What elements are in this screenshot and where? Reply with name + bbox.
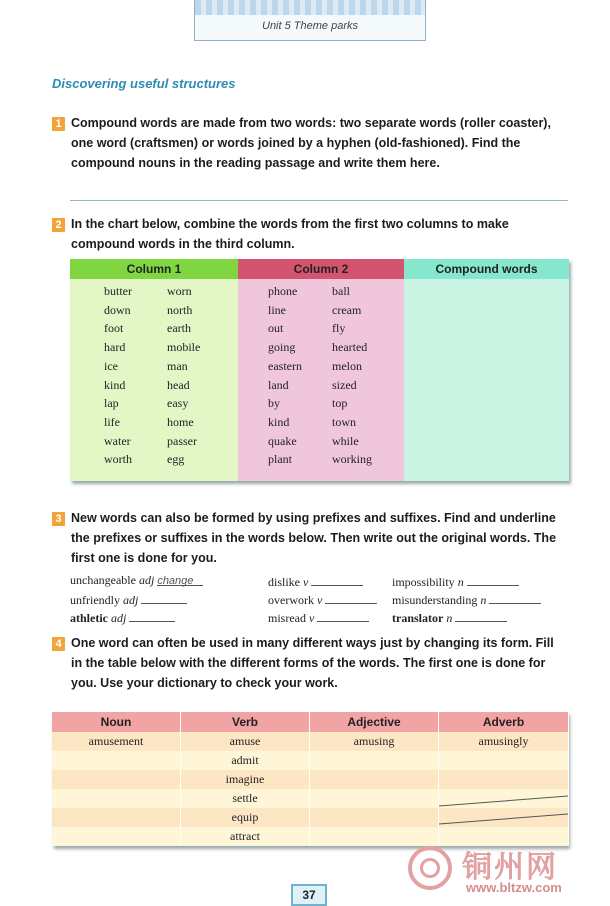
exercise-4-text: [71, 633, 554, 693]
chart-word: cream: [332, 302, 362, 317]
word-item-word: unfriendly: [70, 593, 120, 607]
chart-word: quake: [268, 433, 297, 448]
chart-word: by: [268, 396, 280, 411]
exercise-1-number: 1: [52, 117, 65, 131]
adjective-cell: amusing: [310, 732, 439, 751]
noun-cell[interactable]: [52, 770, 181, 789]
section-title: Discovering useful structures: [52, 76, 236, 91]
verb-cell: settle: [181, 789, 310, 808]
word-item: [70, 609, 175, 626]
chart-word: plant: [268, 452, 292, 467]
word-item-pos: adj: [138, 573, 155, 587]
answer-blank[interactable]: [311, 573, 363, 586]
compound-words-header: Compound words: [404, 259, 569, 279]
answer-blank[interactable]: [141, 591, 187, 604]
compound-words-chart: [70, 259, 569, 481]
adjective-cell[interactable]: [310, 808, 439, 827]
noun-cell[interactable]: [52, 751, 181, 770]
chart-word: line: [268, 302, 286, 317]
word-item-pos: v: [309, 611, 315, 625]
chart-word: egg: [167, 452, 185, 467]
answer-blank[interactable]: [455, 609, 507, 622]
adjective-cell[interactable]: [310, 751, 439, 770]
word-item: [392, 609, 507, 626]
chart-word: mobile: [167, 340, 201, 355]
answer-blank[interactable]: [489, 591, 541, 604]
chart-word: butter: [104, 284, 132, 298]
unit-header-tab: [194, 0, 426, 41]
word-item: [392, 591, 541, 608]
chart-word: north: [167, 302, 193, 317]
chart-word: ball: [332, 284, 350, 298]
watermark-logo-inner-icon: [420, 858, 440, 878]
chart-word: lap: [104, 396, 119, 411]
chart-word: working: [332, 452, 372, 467]
watermark-url: www.bltzw.com: [466, 880, 562, 895]
word-item: [392, 573, 519, 590]
adverb-header: Adverb: [439, 712, 569, 732]
chart-word: sized: [332, 377, 357, 392]
header-banner-image: [195, 0, 425, 15]
chart-word: town: [332, 414, 356, 429]
chart-word: worth: [104, 452, 132, 467]
word-item-pos: adj: [111, 611, 127, 625]
word-item: [70, 591, 187, 608]
exercise-1-text: [71, 113, 551, 173]
exercise-2-line-2: compound words in the third column.: [71, 237, 295, 251]
answer-blank[interactable]: [325, 591, 377, 604]
chart-word: kind: [268, 414, 290, 429]
chart-word: hard: [104, 340, 126, 355]
verb-header: Verb: [181, 712, 310, 732]
column-1-header: Column 1: [70, 259, 238, 279]
exercise-4-number: 4: [52, 637, 65, 651]
verb-cell: amuse: [181, 732, 310, 751]
exercise-1-line-1: Compound words are made from two words: two separate words (roller coaster),: [71, 116, 551, 130]
adjective-cell[interactable]: [310, 789, 439, 808]
chart-word: out: [268, 321, 284, 336]
answer-line[interactable]: [70, 200, 568, 201]
chart-word: head: [167, 377, 190, 392]
word-item-word: impossibility: [392, 575, 455, 589]
word-item: [70, 573, 203, 588]
chart-word: melon: [332, 358, 362, 373]
word-item: [268, 609, 369, 626]
chart-word: foot: [104, 321, 124, 336]
column-2: [238, 259, 404, 481]
noun-cell[interactable]: [52, 789, 181, 808]
word-item-word: dislike: [268, 575, 300, 589]
exercise-4-line-3: you. Use your dictionary to check your work.: [71, 676, 338, 690]
noun-cell[interactable]: [52, 827, 181, 846]
chart-word: man: [167, 358, 188, 373]
page-number: 37: [291, 884, 327, 906]
exercise-1-line-3: compound nouns in the reading passage and write them here.: [71, 156, 440, 170]
exercise-3-text: [71, 508, 556, 568]
diagonal-strike-lines: [439, 732, 568, 846]
chart-word: home: [167, 414, 194, 429]
exercise-4-line-2: in the table below with the different forms of the words. The first one is done for: [71, 656, 546, 670]
column-1: [70, 259, 238, 481]
chart-word: going: [268, 340, 296, 355]
chart-word: ice: [104, 358, 118, 373]
verb-cell: attract: [181, 827, 310, 846]
answer-text: change: [157, 575, 194, 587]
word-forms-table: [52, 712, 568, 846]
word-item-word: unchangeable: [70, 573, 136, 587]
exercise-2-number: 2: [52, 218, 65, 232]
chart-word: fly: [332, 321, 346, 336]
chart-word: passer: [167, 433, 197, 448]
word-item: [268, 591, 377, 608]
chart-word: down: [104, 302, 131, 317]
word-item: [268, 573, 363, 590]
unit-title: Unit 5 Theme parks: [262, 20, 358, 32]
word-item-pos: n: [446, 611, 453, 625]
adjective-cell[interactable]: [310, 770, 439, 789]
watermark-chinese-text: 铜州网: [462, 851, 558, 884]
chart-word: earth: [167, 321, 191, 336]
exercise-3-line-2: the prefixes or suffixes in the words below. Then write out the original words. The: [71, 531, 557, 545]
word-item-word: translator: [392, 611, 444, 625]
chart-word: easy: [167, 396, 189, 411]
answer-blank[interactable]: [467, 573, 519, 586]
chart-word: while: [332, 433, 359, 448]
chart-word: land: [268, 377, 289, 392]
word-item-word: athletic: [70, 611, 108, 625]
word-item-pos: v: [303, 575, 309, 589]
word-item-word: overwork: [268, 593, 314, 607]
exercise-2-text: [71, 214, 509, 254]
exercise-3-number: 3: [52, 512, 65, 526]
noun-cell[interactable]: [52, 808, 181, 827]
chart-word: worn: [167, 284, 192, 298]
chart-word: life: [104, 414, 120, 429]
compound-words-column[interactable]: [404, 259, 569, 481]
exercise-3-line-3: first one is done for you.: [71, 551, 217, 565]
word-item-pos: v: [316, 593, 323, 607]
chart-word: top: [332, 396, 348, 411]
chart-word: phone: [268, 284, 298, 298]
exercise-4-line-1: One word can often be used in many different ways just by changing its form. Fill: [71, 636, 554, 650]
noun-header: Noun: [52, 712, 181, 732]
column-2-header: Column 2: [238, 259, 404, 279]
adverb-cell: amusingly: [439, 732, 569, 751]
noun-cell: amusement: [52, 732, 181, 751]
answer-blank[interactable]: [317, 609, 369, 622]
word-item-pos: n: [457, 575, 464, 589]
exercise-1-line-2: one word (craftsmen) or words joined by a hyphen (old-fashioned). Find the: [71, 136, 521, 150]
verb-cell: equip: [181, 808, 310, 827]
chart-word: water: [104, 433, 131, 448]
answer-blank[interactable]: [157, 573, 203, 586]
word-item-word: misread: [268, 611, 306, 625]
word-item-pos: n: [480, 593, 487, 607]
chart-word: eastern: [268, 358, 302, 373]
adjective-header: Adjective: [310, 712, 439, 732]
exercise-3-line-1: New words can also be formed by using prefixes and suffixes. Find and underline: [71, 511, 556, 525]
answer-blank[interactable]: [129, 609, 175, 622]
chart-word: kind: [104, 377, 126, 392]
word-item-word: misunderstanding: [392, 593, 478, 607]
site-watermark: [408, 842, 606, 900]
word-item-pos: adj: [123, 593, 139, 607]
verb-cell: admit: [181, 751, 310, 770]
exercise-2-line-1: In the chart below, combine the words from the first two columns to make: [71, 217, 509, 231]
chart-word: hearted: [332, 340, 368, 355]
verb-cell: imagine: [181, 770, 310, 789]
